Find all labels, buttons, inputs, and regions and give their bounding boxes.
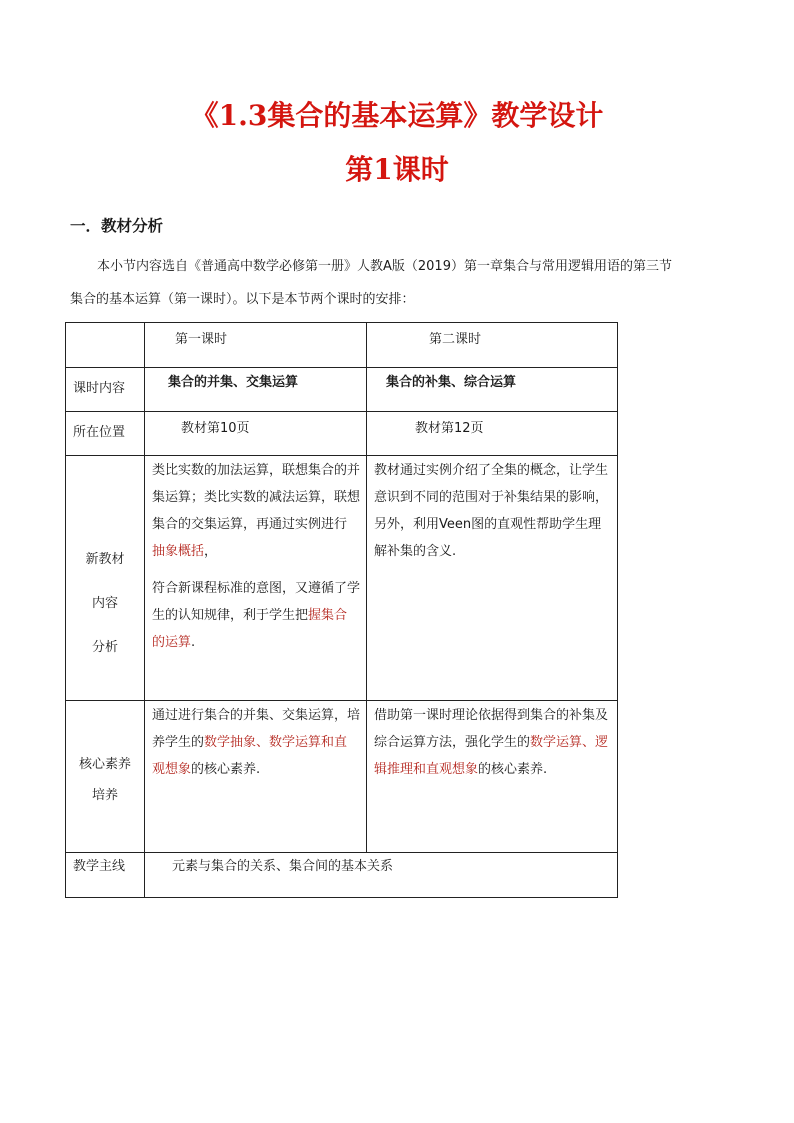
- row-label-core-literacy: [66, 701, 145, 853]
- analysis-label-line-3: 分析: [91, 640, 118, 655]
- intro-paragraph: [70, 250, 730, 316]
- core-first-lesson: [145, 701, 367, 853]
- main-line-value: 元素与集合的关系、集合间的基本关系: [145, 853, 618, 898]
- table-row-position: [66, 412, 618, 456]
- header-empty-cell: [66, 323, 145, 368]
- document-subtitle: 第1课时: [345, 153, 449, 186]
- emphasis-text: 抽象概括: [152, 544, 205, 559]
- intro-line-1: 本小节内容选自《普通高中数学必修第一册》人教A版（2019）第一章集合与常用逻辑用语的第三节: [97, 259, 672, 274]
- core-label-line-2: 培养: [91, 788, 118, 803]
- table-row-content: [66, 368, 618, 412]
- table-row-analysis: [66, 456, 618, 701]
- table-header-row: [66, 323, 618, 368]
- emphasis-text: 数学抽象、数学运算和直观想象: [152, 735, 348, 777]
- content-second-lesson: 集合的补集、综合运算: [367, 368, 618, 412]
- analysis-first-lesson: [145, 456, 367, 701]
- analysis-label-line-1: 新教材: [85, 552, 125, 567]
- row-label-analysis: [66, 456, 145, 701]
- position-first-lesson: 教材第10页: [145, 412, 367, 456]
- core-first-paragraph: 通过进行集合的并集、交集运算，培养学生的数学抽象、数学运算和直观想象的核心素养.: [152, 708, 361, 777]
- position-second-lesson: 教材第12页: [367, 412, 618, 456]
- analysis-first-paragraph-1: 类比实数的加法运算，联想集合的并集运算；类比实数的减法运算，联想集合的交集运算，再通过实例进行抽象概括，: [152, 463, 361, 559]
- content-first-lesson: 集合的并集、交集运算: [145, 368, 367, 412]
- table-row-core-literacy: [66, 701, 618, 853]
- row-label-position: 所在位置: [66, 412, 145, 456]
- analysis-second-lesson: [367, 456, 618, 701]
- row-label-main-line: 教学主线: [66, 853, 145, 898]
- intro-line-2: 集合的基本运算（第一课时）。以下是本节两个课时的安排：: [70, 292, 415, 307]
- analysis-first-paragraph-2: 符合新课程标准的意图，又遵循了学生的认知规律，利于学生把握集合的运算.: [152, 581, 361, 650]
- row-label-content: 课时内容: [66, 368, 145, 412]
- header-first-lesson: 第一课时: [145, 323, 367, 368]
- emphasis-text: 数学运算、逻辑推理和直观想象: [374, 735, 609, 777]
- analysis-second-paragraph: 教材通过实例介绍了全集的概念，让学生意识到不同的范围对于补集结果的影响，另外，利用Veen图的直观性帮助学生理解补集的含义.: [374, 463, 609, 559]
- analysis-label-line-2: 内容: [91, 596, 118, 611]
- core-second-lesson: [367, 701, 618, 853]
- core-label-line-1: 核心素养: [78, 757, 131, 772]
- emphasis-text: 握集合的运算: [152, 608, 348, 650]
- table-row-main-line: [66, 853, 618, 898]
- section-heading: 一．教材分析: [70, 217, 164, 235]
- document-title: 《1.3集合的基本运算》教学设计: [190, 99, 604, 132]
- core-second-paragraph: 借助第一课时理论依据得到集合的补集及综合运算方法，强化学生的数学运算、逻辑推理和直观想象的核心素养.: [374, 708, 609, 777]
- header-second-lesson: 第二课时: [367, 323, 618, 368]
- lesson-plan-table: [65, 322, 618, 898]
